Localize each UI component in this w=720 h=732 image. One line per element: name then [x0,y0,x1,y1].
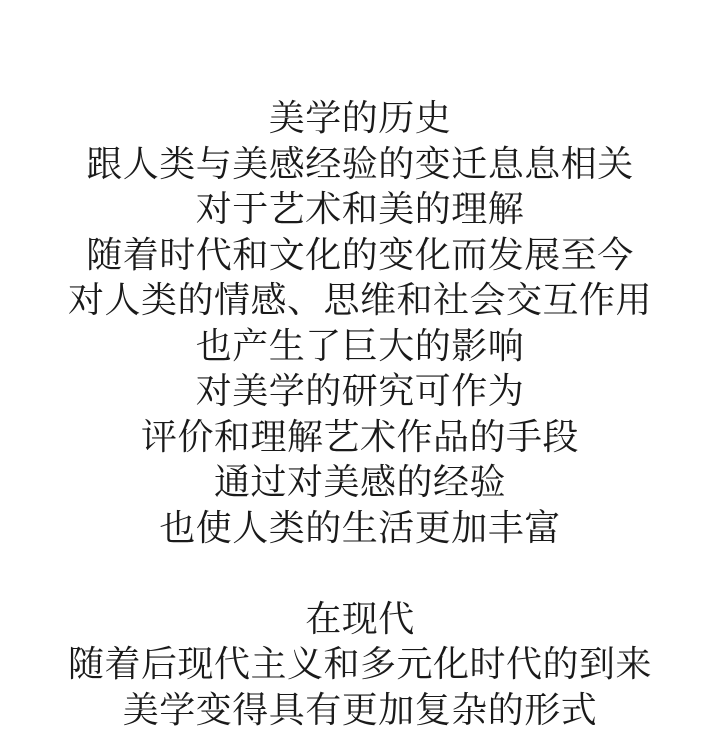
text-line: 随着后现代主义和多元化时代的到来 [0,641,720,687]
text-line: 评价和理解艺术作品的手段 [0,414,720,460]
text-line: 美学的历史 [0,95,720,141]
narration-paragraph-2 [0,596,720,732]
text-line: 在现代 [0,596,720,642]
text-line: 随着时代和文化的变化而发展至今 [0,232,720,278]
text-line-clipped: 美学变得具有更加复杂的形式 [0,687,720,732]
text-line: 通过对美感的经验 [0,459,720,505]
text-line: 对人类的情感、思维和社会交互作用 [0,277,720,323]
text-line: 也使人类的生活更加丰富 [0,505,720,551]
text-line: 跟人类与美感经验的变迁息息相关 [0,141,720,187]
narration-paragraph-1 [0,95,720,550]
text-line: 对美学的研究可作为 [0,368,720,414]
text-line: 对于艺术和美的理解 [0,186,720,232]
text-line: 也产生了巨大的影响 [0,323,720,369]
